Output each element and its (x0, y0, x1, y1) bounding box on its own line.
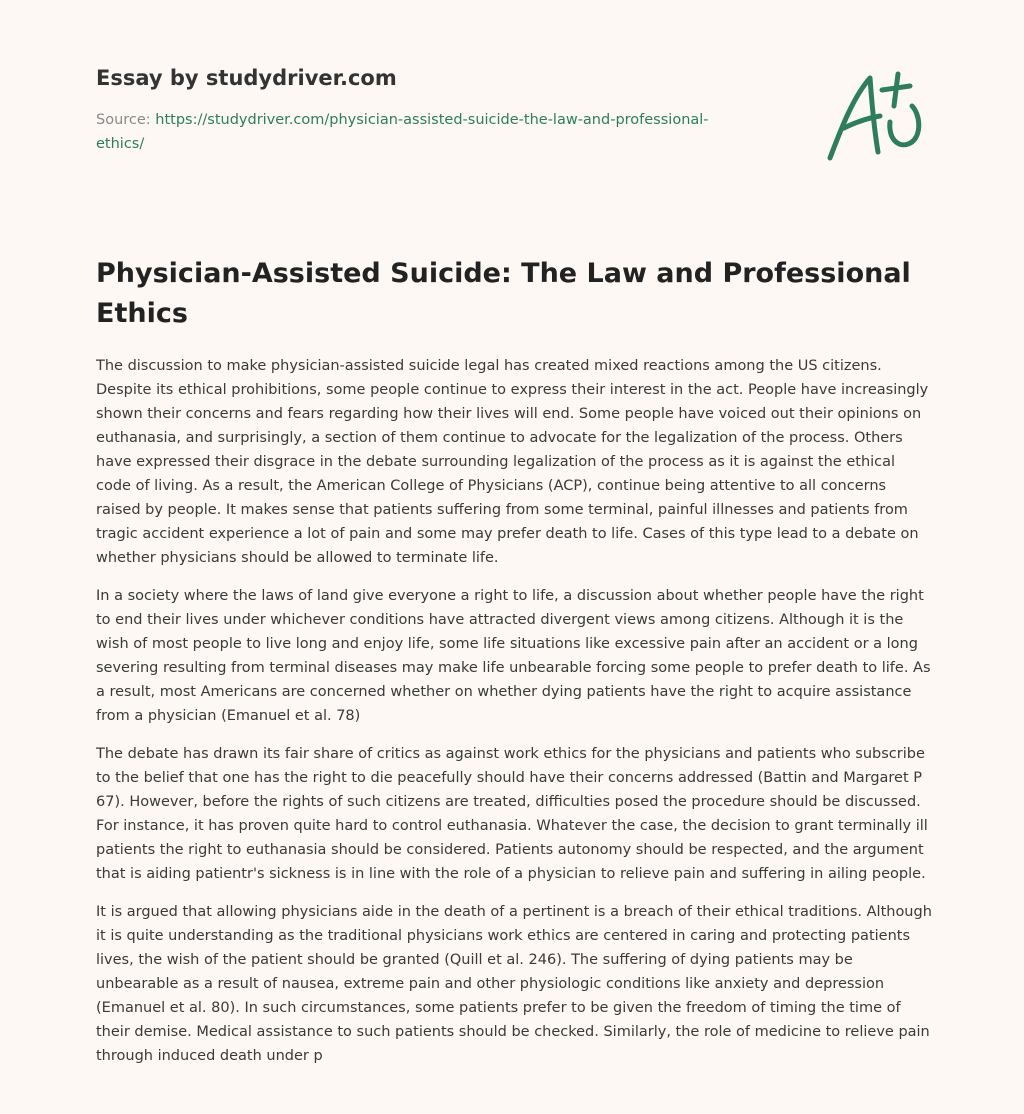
page-header (96, 64, 756, 156)
essay-paragraph: It is argued that allowing physicians aide in the death of a pertinent is a breach of their ethical traditions. Although it is quite understanding as the traditional physicians work ethics are centered in caring and protecting patients lives, the wish of the patient should be granted (Quill et al. 246). The suffering of dying patients may be unbearable as a result of nausea, extreme pain and other physiologic conditions like anxiety and depression (Emanuel et al. 80). In such circumstances, some patients prefer to be given the freedom of timing the time of their demise. Medical assistance to such patients should be checked. Similarly, the role of medicine to relieve pain through induced death under p (96, 904, 932, 1064)
essay-paragraph: The discussion to make physician-assisted suicide legal has created mixed reactions among the US citizens. Despite its ethical prohibitions, some people continue to express their interest in the act. People have increasingly shown their concerns and fears regarding how their lives will end. Some people have voiced out their opinions on euthanasia, and surprisingly, a section of them continue to advocate for the legalization of the process. Others have expressed their disgrace in the debate surrounding legalization of the process as it is against the ethical code of living. As a result, the American College of Physicians (ACP), continue being attentive to all concerns raised by people. It makes sense that patients suffering from some terminal, painful illnesses and patients from tragic accident experience a lot of pain and some may prefer death to life. Cases of this type lead to a debate on whether physicians should be allowed to terminate life. (96, 358, 929, 566)
a-plus-logo-icon (820, 66, 930, 166)
source-link[interactable]: https://studydriver.com/physician-assisted-suicide-the-law-and-professional-ethics/ (96, 112, 709, 152)
source-line (96, 108, 746, 156)
essay-title: Physician-Assisted Suicide: The Law and Professional Ethics (96, 258, 911, 329)
essay-paragraph: The debate has drawn its fair share of critics as against work ethics for the physicians and patients who subscribe to the belief that one has the right to die peacefully should have their concerns addressed (Battin and Margaret P 67). However, before the rights of such citizens are treated, difficulties posed the procedure should be discussed. For instance, it has proven quite hard to control euthanasia. Whatever the case, the decision to grant terminally ill patients the right to euthanasia should be considered. Patients autonomy should be respected, and the argument that is aiding patientr's sickness is in line with the role of a physician to relieve pain and suffering in ailing people. (96, 746, 928, 882)
source-label: Source: (96, 112, 151, 128)
essay-body (96, 354, 932, 1082)
essay-paragraph: In a society where the laws of land give everyone a right to life, a discussion about whether people have the right to end their lives under whichever conditions have attracted divergent views among citizens. Although it is the wish of most people to live long and enjoy life, some life situations like excessive pain after an accident or a long severing resulting from terminal diseases may make life unbearable forcing some people to prefer death to life. As a result, most Americans are concerned whether on whether dying patients have the right to acquire assistance from a physician (Emanuel et al. 78) (96, 588, 931, 724)
site-title: Essay by studydriver.com (96, 66, 397, 90)
